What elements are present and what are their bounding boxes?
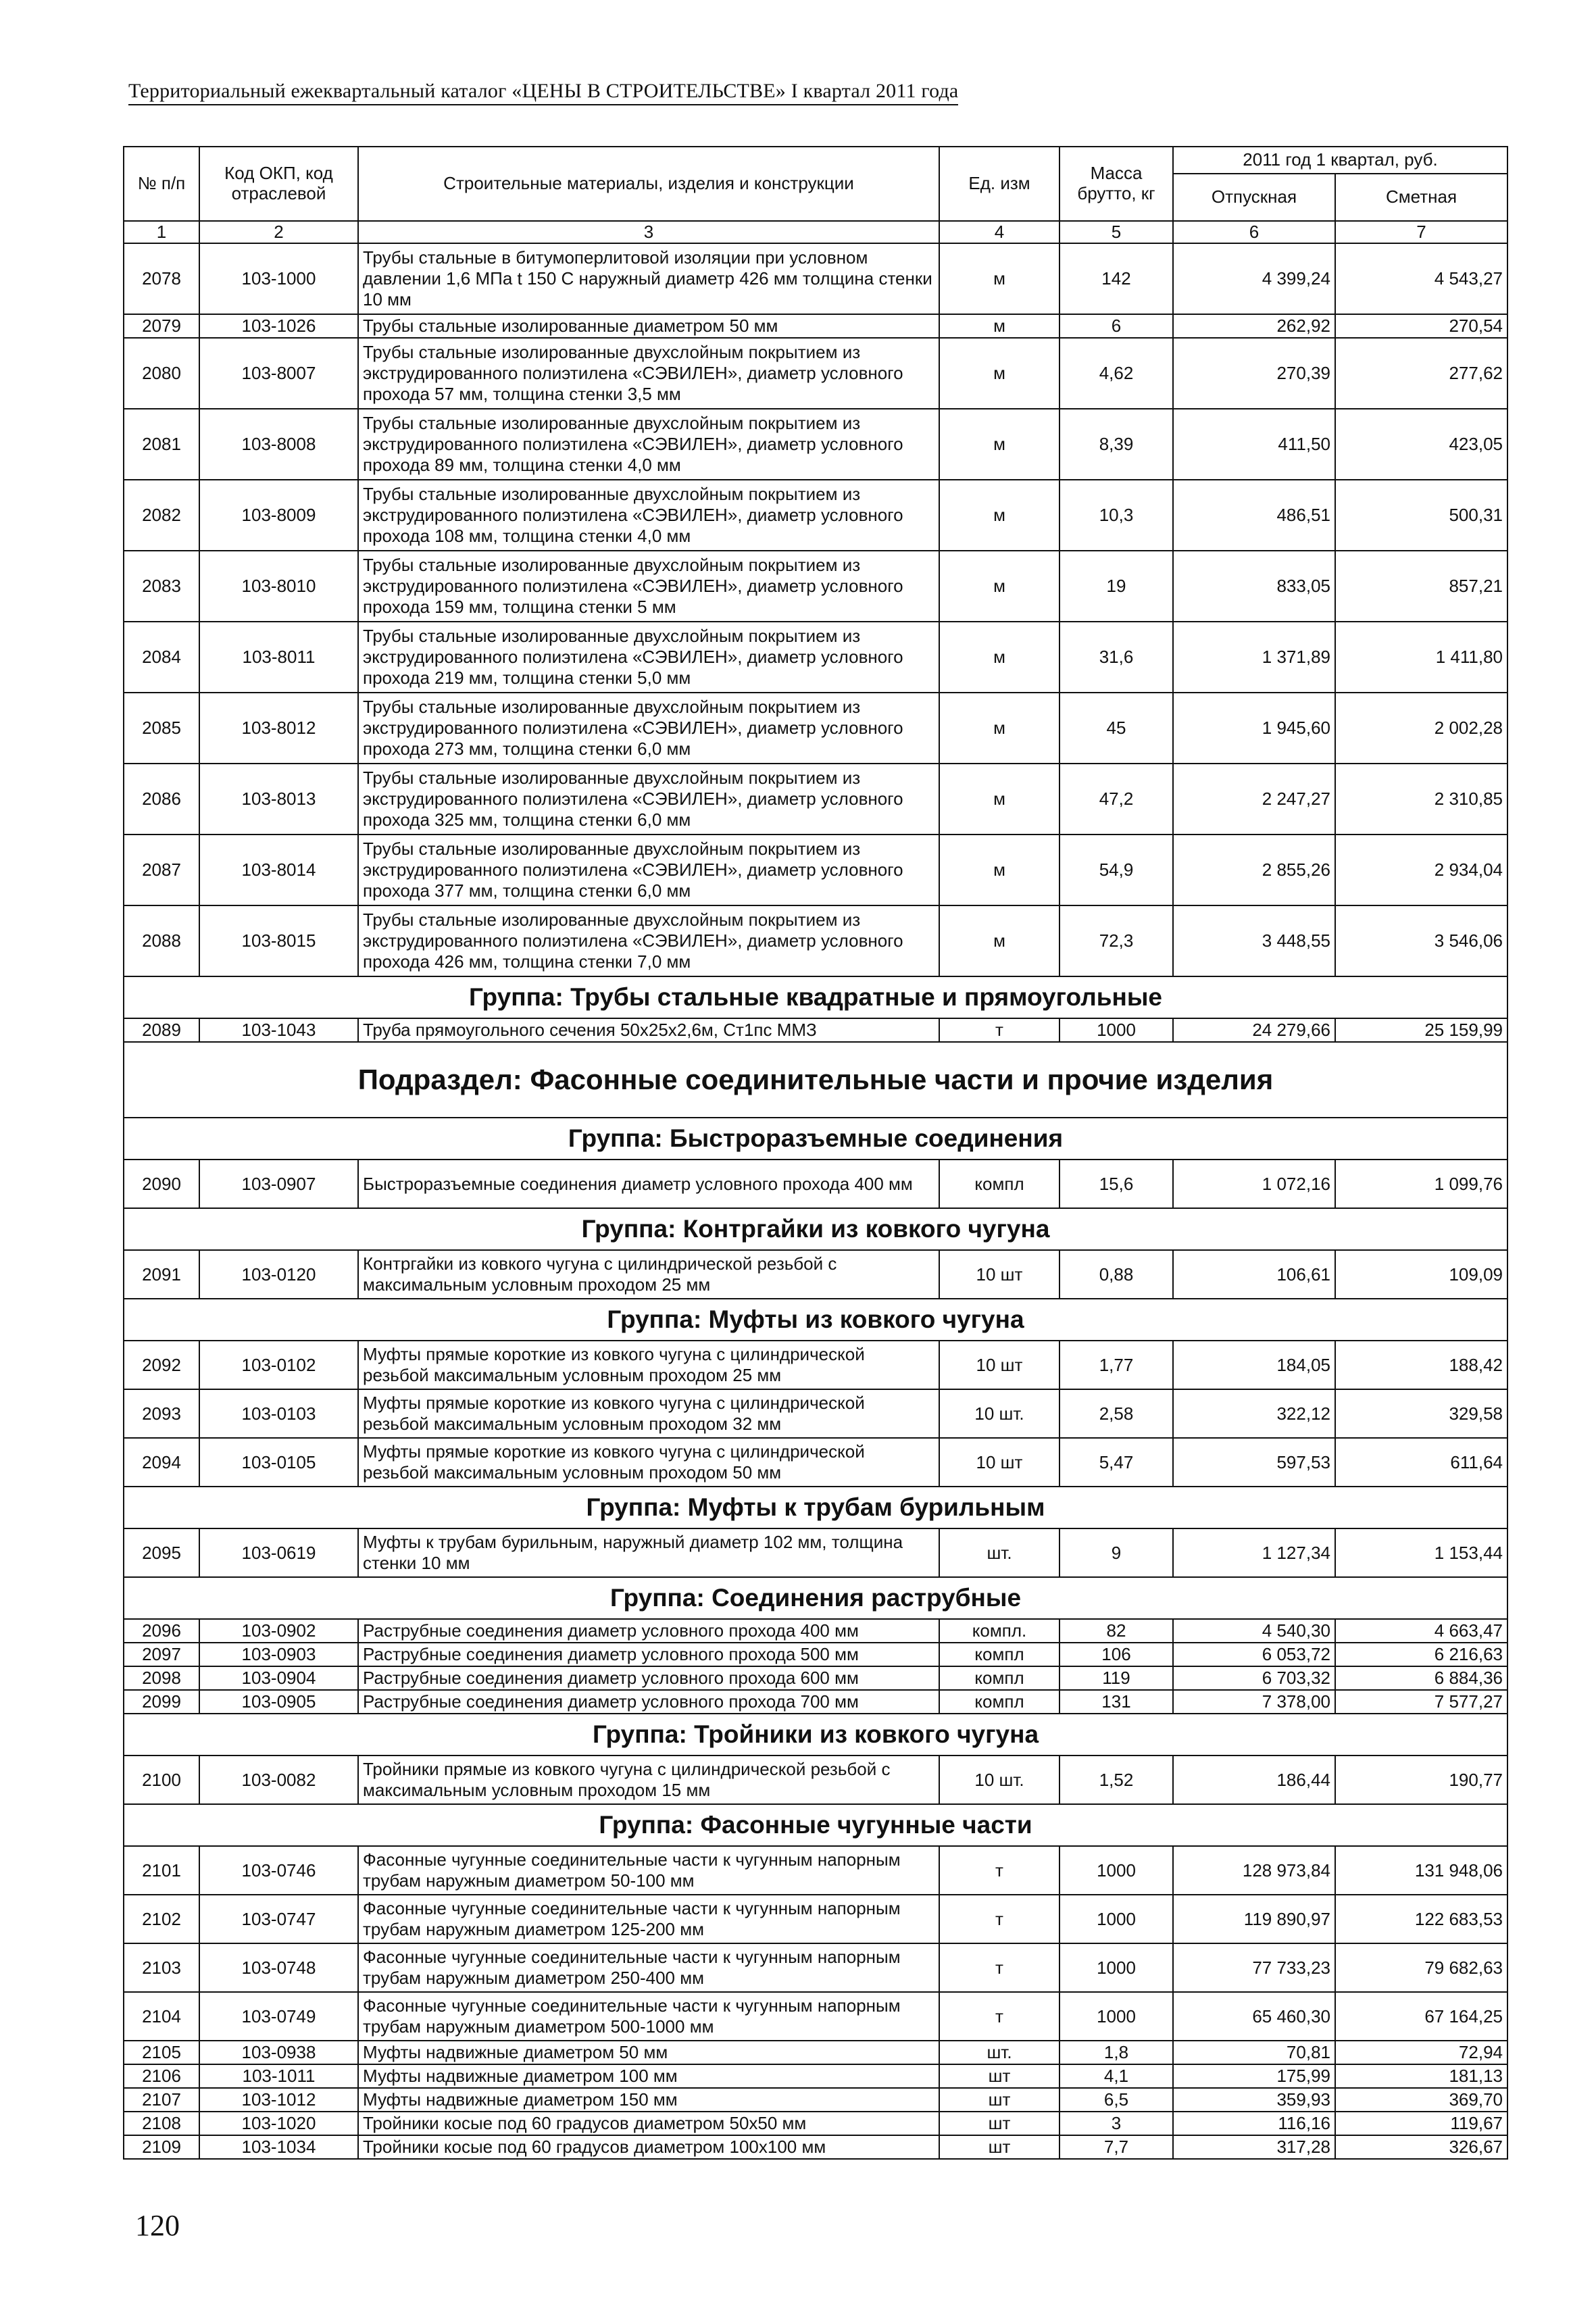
row-num: 2107 (124, 2088, 199, 2112)
row-num: 2084 (124, 622, 199, 693)
row-estimate-price: 857,21 (1335, 551, 1507, 622)
row-release-price: 1 127,34 (1173, 1528, 1335, 1577)
row-mass: 19 (1059, 551, 1173, 622)
row-code: 103-0103 (199, 1389, 358, 1438)
row-release-price: 3 448,55 (1173, 905, 1335, 976)
row-num: 2092 (124, 1341, 199, 1389)
table-row (124, 1160, 1507, 1208)
table-row (124, 338, 1507, 409)
group-heading: Группа: Тройники из ковкого чугуна (124, 1714, 1507, 1756)
row-num: 2094 (124, 1438, 199, 1487)
row-name: Тройники прямые из ковкого чугуна с цилиндрической резьбой с максимальным условным проходом 15 мм (358, 1756, 939, 1804)
row-mass: 1000 (1059, 1846, 1173, 1895)
row-release-price: 7 378,00 (1173, 1690, 1335, 1714)
row-code: 103-8009 (199, 480, 358, 551)
row-mass: 15,6 (1059, 1160, 1173, 1208)
row-estimate-price: 423,05 (1335, 409, 1507, 480)
row-unit: м (939, 764, 1059, 835)
table-row (124, 1992, 1507, 2041)
col-header-num: № п/п (124, 147, 199, 221)
row-estimate-price: 4 543,27 (1335, 243, 1507, 314)
row-unit: 10 шт (939, 1250, 1059, 1299)
row-unit: м (939, 551, 1059, 622)
row-num: 2085 (124, 693, 199, 764)
row-release-price: 1 945,60 (1173, 693, 1335, 764)
group-heading-row (124, 1714, 1507, 1756)
row-release-price: 4 540,30 (1173, 1619, 1335, 1643)
table-row (124, 243, 1507, 314)
table-row (124, 1756, 1507, 1804)
row-release-price: 186,44 (1173, 1756, 1335, 1804)
row-estimate-price: 277,62 (1335, 338, 1507, 409)
row-mass: 47,2 (1059, 764, 1173, 835)
row-code: 103-1026 (199, 314, 358, 338)
row-unit: 10 шт. (939, 1756, 1059, 1804)
row-mass: 45 (1059, 693, 1173, 764)
row-num: 2105 (124, 2041, 199, 2064)
row-unit: м (939, 243, 1059, 314)
table-row (124, 835, 1507, 905)
row-code: 103-1034 (199, 2135, 358, 2159)
row-release-price: 4 399,24 (1173, 243, 1335, 314)
row-release-price: 70,81 (1173, 2041, 1335, 2064)
row-code: 103-8012 (199, 693, 358, 764)
row-release-price: 116,16 (1173, 2112, 1335, 2135)
row-release-price: 359,93 (1173, 2088, 1335, 2112)
row-unit: шт (939, 2088, 1059, 2112)
row-mass: 142 (1059, 243, 1173, 314)
row-estimate-price: 122 683,53 (1335, 1895, 1507, 1943)
table-row (124, 1666, 1507, 1690)
table-row (124, 1438, 1507, 1487)
row-code: 103-1043 (199, 1018, 358, 1042)
row-unit: шт (939, 2135, 1059, 2159)
row-num: 2081 (124, 409, 199, 480)
row-estimate-price: 131 948,06 (1335, 1846, 1507, 1895)
row-name: Муфты прямые короткие из ковкого чугуна с цилиндрической резьбой максимальным условным проходом 50 мм (358, 1438, 939, 1487)
row-num: 2093 (124, 1389, 199, 1438)
row-num: 2089 (124, 1018, 199, 1042)
row-name: Трубы стальные изолированные двухслойным покрытием из экструдированного полиэтилена «СЭВИЛЕН», диаметр условного прохода 159 мм, толщина стенки 5 мм (358, 551, 939, 622)
page-number: 120 (135, 2209, 180, 2242)
table-body (124, 243, 1507, 2159)
row-estimate-price: 188,42 (1335, 1341, 1507, 1389)
row-unit: м (939, 480, 1059, 551)
row-unit: т (939, 1846, 1059, 1895)
col-header-period: 2011 год 1 квартал, руб. (1173, 147, 1507, 174)
row-unit: шт (939, 2112, 1059, 2135)
price-table (123, 146, 1508, 2160)
table-row (124, 2041, 1507, 2064)
row-unit: шт (939, 2064, 1059, 2088)
row-mass: 6 (1059, 314, 1173, 338)
subsection-heading: Подраздел: Фасонные соединительные части и прочие изделия (124, 1042, 1507, 1118)
row-num: 2080 (124, 338, 199, 409)
row-release-price: 262,92 (1173, 314, 1335, 338)
row-release-price: 24 279,66 (1173, 1018, 1335, 1042)
table-row (124, 1943, 1507, 1992)
row-code: 103-1020 (199, 2112, 358, 2135)
row-code: 103-8014 (199, 835, 358, 905)
col-header-mass: Масса брутто, кг (1059, 147, 1173, 221)
table-row (124, 622, 1507, 693)
row-num: 2086 (124, 764, 199, 835)
row-name: Муфты прямые короткие из ковкого чугуна с цилиндрической резьбой максимальным условным проходом 25 мм (358, 1341, 939, 1389)
table-row (124, 480, 1507, 551)
row-mass: 10,3 (1059, 480, 1173, 551)
row-name: Тройники косые под 60 градусов диаметром 100х100 мм (358, 2135, 939, 2159)
row-unit: м (939, 835, 1059, 905)
col-number: 3 (358, 221, 939, 243)
row-num: 2103 (124, 1943, 199, 1992)
row-name: Муфты к трубам бурильным, наружный диаметр 102 мм, толщина стенки 10 мм (358, 1528, 939, 1577)
row-mass: 8,39 (1059, 409, 1173, 480)
row-unit: 10 шт. (939, 1389, 1059, 1438)
group-heading: Группа: Контргайки из ковкого чугуна (124, 1208, 1507, 1250)
table-row (124, 2112, 1507, 2135)
table-row (124, 905, 1507, 976)
row-unit: компл. (939, 1619, 1059, 1643)
col-number: 6 (1173, 221, 1335, 243)
row-mass: 119 (1059, 1666, 1173, 1690)
row-release-price: 322,12 (1173, 1389, 1335, 1438)
table-row (124, 1250, 1507, 1299)
group-heading: Группа: Быстроразъемные соединения (124, 1118, 1507, 1160)
row-release-price: 65 460,30 (1173, 1992, 1335, 2041)
row-name: Тройники косые под 60 градусов диаметром 50х50 мм (358, 2112, 939, 2135)
row-release-price: 175,99 (1173, 2064, 1335, 2088)
col-number: 1 (124, 221, 199, 243)
row-estimate-price: 326,67 (1335, 2135, 1507, 2159)
row-code: 103-0907 (199, 1160, 358, 1208)
row-estimate-price: 1 099,76 (1335, 1160, 1507, 1208)
row-mass: 0,88 (1059, 1250, 1173, 1299)
row-mass: 31,6 (1059, 622, 1173, 693)
row-name: Трубы стальные изолированные двухслойным покрытием из экструдированного полиэтилена «СЭВИЛЕН», диаметр условного прохода 108 мм, толщина стенки 4,0 мм (358, 480, 939, 551)
row-name: Фасонные чугунные соединительные части к чугунным напорным трубам наружным диаметром 500-1000 мм (358, 1992, 939, 2041)
row-release-price: 77 733,23 (1173, 1943, 1335, 1992)
row-unit: шт. (939, 1528, 1059, 1577)
row-code: 103-0102 (199, 1341, 358, 1389)
group-heading-row (124, 1299, 1507, 1341)
row-name: Трубы стальные изолированные двухслойным покрытием из экструдированного полиэтилена «СЭВИЛЕН», диаметр условного прохода 57 мм, толщина стенки 3,5 мм (358, 338, 939, 409)
row-name: Трубы стальные изолированные двухслойным покрытием из экструдированного полиэтилена «СЭВИЛЕН», диаметр условного прохода 219 мм, толщина стенки 5,0 мм (358, 622, 939, 693)
row-unit: м (939, 409, 1059, 480)
row-mass: 6,5 (1059, 2088, 1173, 2112)
row-estimate-price: 2 002,28 (1335, 693, 1507, 764)
row-code: 103-0746 (199, 1846, 358, 1895)
row-release-price: 6 053,72 (1173, 1643, 1335, 1666)
row-name: Муфты надвижные диаметром 150 мм (358, 2088, 939, 2112)
group-heading: Группа: Муфты из ковкого чугуна (124, 1299, 1507, 1341)
col-number: 4 (939, 221, 1059, 243)
row-estimate-price: 1 153,44 (1335, 1528, 1507, 1577)
row-name: Трубы стальные изолированные двухслойным покрытием из экструдированного полиэтилена «СЭВИЛЕН», диаметр условного прохода 377 мм, толщина стенки 6,0 мм (358, 835, 939, 905)
row-num: 2109 (124, 2135, 199, 2159)
row-unit: компл (939, 1643, 1059, 1666)
row-code: 103-0902 (199, 1619, 358, 1643)
row-num: 2095 (124, 1528, 199, 1577)
row-name: Трубы стальные изолированные двухслойным покрытием из экструдированного полиэтилена «СЭВИЛЕН», диаметр условного прохода 89 мм, толщина стенки 4,0 мм (358, 409, 939, 480)
table-row (124, 693, 1507, 764)
col-number: 2 (199, 221, 358, 243)
row-num: 2088 (124, 905, 199, 976)
row-release-price: 128 973,84 (1173, 1846, 1335, 1895)
col-header-release-price: Отпускная (1173, 174, 1335, 221)
col-header-code: Код ОКП, код отраслевой (199, 147, 358, 221)
table-row (124, 1018, 1507, 1042)
row-unit: м (939, 314, 1059, 338)
row-release-price: 184,05 (1173, 1341, 1335, 1389)
row-mass: 4,1 (1059, 2064, 1173, 2088)
row-unit: м (939, 622, 1059, 693)
row-num: 2082 (124, 480, 199, 551)
row-estimate-price: 1 411,80 (1335, 622, 1507, 693)
row-code: 103-1012 (199, 2088, 358, 2112)
row-estimate-price: 25 159,99 (1335, 1018, 1507, 1042)
row-num: 2079 (124, 314, 199, 338)
row-estimate-price: 7 577,27 (1335, 1690, 1507, 1714)
row-estimate-price: 369,70 (1335, 2088, 1507, 2112)
row-name: Фасонные чугунные соединительные части к чугунным напорным трубам наружным диаметром 125-200 мм (358, 1895, 939, 1943)
row-name: Фасонные чугунные соединительные части к чугунным напорным трубам наружным диаметром 50-100 мм (358, 1846, 939, 1895)
row-unit: т (939, 1895, 1059, 1943)
row-num: 2108 (124, 2112, 199, 2135)
table-row (124, 2064, 1507, 2088)
row-mass: 1,8 (1059, 2041, 1173, 2064)
row-code: 103-0938 (199, 2041, 358, 2064)
row-mass: 1,77 (1059, 1341, 1173, 1389)
row-estimate-price: 72,94 (1335, 2041, 1507, 2064)
row-estimate-price: 611,64 (1335, 1438, 1507, 1487)
group-heading-row (124, 1804, 1507, 1846)
row-num: 2091 (124, 1250, 199, 1299)
row-code: 103-0082 (199, 1756, 358, 1804)
row-num: 2083 (124, 551, 199, 622)
table-row (124, 1895, 1507, 1943)
group-heading: Группа: Трубы стальные квадратные и прямоугольные (124, 976, 1507, 1018)
row-release-price: 2 855,26 (1173, 835, 1335, 905)
row-num: 2098 (124, 1666, 199, 1690)
group-heading: Группа: Соединения раструбные (124, 1577, 1507, 1619)
row-code: 103-0903 (199, 1643, 358, 1666)
table-row (124, 1528, 1507, 1577)
row-estimate-price: 3 546,06 (1335, 905, 1507, 976)
row-name: Труба прямоугольного сечения 50х25х2,6м, Ст1пс ММЗ (358, 1018, 939, 1042)
row-name: Трубы стальные в битумоперлитовой изоляции при условном давлении 1,6 МПа t 150 С наружный диаметр 426 мм толщина стенки 10 мм (358, 243, 939, 314)
row-name: Трубы стальные изолированные диаметром 50 мм (358, 314, 939, 338)
table-row (124, 764, 1507, 835)
row-unit: т (939, 1018, 1059, 1042)
row-name: Быстроразъемные соединения диаметр условного прохода 400 мм (358, 1160, 939, 1208)
row-mass: 2,58 (1059, 1389, 1173, 1438)
row-release-price: 597,53 (1173, 1438, 1335, 1487)
col-header-unit: Ед. изм (939, 147, 1059, 221)
row-num: 2078 (124, 243, 199, 314)
column-numbers-row (124, 221, 1507, 243)
row-name: Раструбные соединения диаметр условного прохода 700 мм (358, 1690, 939, 1714)
row-num: 2102 (124, 1895, 199, 1943)
row-name: Контргайки из ковкого чугуна с цилиндрической резьбой с максимальным условным проходом 25 мм (358, 1250, 939, 1299)
row-estimate-price: 329,58 (1335, 1389, 1507, 1438)
group-heading-row (124, 976, 1507, 1018)
row-code: 103-0619 (199, 1528, 358, 1577)
row-num: 2097 (124, 1643, 199, 1666)
row-release-price: 411,50 (1173, 409, 1335, 480)
col-number: 7 (1335, 221, 1507, 243)
table-row (124, 1690, 1507, 1714)
row-release-price: 6 703,32 (1173, 1666, 1335, 1690)
row-num: 2099 (124, 1690, 199, 1714)
row-name: Раструбные соединения диаметр условного прохода 400 мм (358, 1619, 939, 1643)
row-release-price: 2 247,27 (1173, 764, 1335, 835)
row-mass: 131 (1059, 1690, 1173, 1714)
row-estimate-price: 109,09 (1335, 1250, 1507, 1299)
catalog-header: Территориальный ежеквартальный каталог «ЦЕНЫ В СТРОИТЕЛЬСТВЕ» I квартал 2011 года (128, 80, 959, 102)
row-estimate-price: 119,67 (1335, 2112, 1507, 2135)
row-mass: 1,52 (1059, 1756, 1173, 1804)
table-row (124, 1389, 1507, 1438)
row-unit: 10 шт (939, 1341, 1059, 1389)
table-row (124, 314, 1507, 338)
table-row (124, 1619, 1507, 1643)
row-num: 2101 (124, 1846, 199, 1895)
row-name: Муфты надвижные диаметром 50 мм (358, 2041, 939, 2064)
row-name: Муфты прямые короткие из ковкого чугуна с цилиндрической резьбой максимальным условным проходом 32 мм (358, 1389, 939, 1438)
group-heading: Группа: Фасонные чугунные части (124, 1804, 1507, 1846)
row-mass: 54,9 (1059, 835, 1173, 905)
table-row (124, 1643, 1507, 1666)
group-heading: Группа: Муфты к трубам бурильным (124, 1487, 1507, 1528)
col-number: 5 (1059, 221, 1173, 243)
row-unit: компл (939, 1160, 1059, 1208)
row-estimate-price: 4 663,47 (1335, 1619, 1507, 1643)
row-name: Фасонные чугунные соединительные части к чугунным напорным трубам наружным диаметром 250-400 мм (358, 1943, 939, 1992)
row-estimate-price: 79 682,63 (1335, 1943, 1507, 1992)
row-mass: 106 (1059, 1643, 1173, 1666)
group-heading-row (124, 1577, 1507, 1619)
row-code: 103-1011 (199, 2064, 358, 2088)
row-code: 103-0120 (199, 1250, 358, 1299)
row-release-price: 1 371,89 (1173, 622, 1335, 693)
row-code: 103-8013 (199, 764, 358, 835)
row-code: 103-0105 (199, 1438, 358, 1487)
row-name: Муфты надвижные диаметром 100 мм (358, 2064, 939, 2088)
row-mass: 1000 (1059, 1895, 1173, 1943)
table-row (124, 409, 1507, 480)
row-code: 103-8015 (199, 905, 358, 976)
table-row (124, 1341, 1507, 1389)
table-row (124, 2088, 1507, 2112)
row-mass: 9 (1059, 1528, 1173, 1577)
row-unit: т (939, 1992, 1059, 2041)
row-estimate-price: 2 310,85 (1335, 764, 1507, 835)
row-num: 2087 (124, 835, 199, 905)
row-estimate-price: 270,54 (1335, 314, 1507, 338)
row-estimate-price: 190,77 (1335, 1756, 1507, 1804)
row-mass: 7,7 (1059, 2135, 1173, 2159)
table-row (124, 1846, 1507, 1895)
row-unit: шт. (939, 2041, 1059, 2064)
row-code: 103-8010 (199, 551, 358, 622)
row-mass: 4,62 (1059, 338, 1173, 409)
row-code: 103-0749 (199, 1992, 358, 2041)
row-code: 103-1000 (199, 243, 358, 314)
row-release-price: 1 072,16 (1173, 1160, 1335, 1208)
col-header-estimate-price: Сметная (1335, 174, 1507, 221)
row-name: Раструбные соединения диаметр условного прохода 600 мм (358, 1666, 939, 1690)
row-unit: 10 шт (939, 1438, 1059, 1487)
row-estimate-price: 181,13 (1335, 2064, 1507, 2088)
row-unit: м (939, 905, 1059, 976)
row-name: Трубы стальные изолированные двухслойным покрытием из экструдированного полиэтилена «СЭВИЛЕН», диаметр условного прохода 273 мм, толщина стенки 6,0 мм (358, 693, 939, 764)
row-num: 2090 (124, 1160, 199, 1208)
row-name: Трубы стальные изолированные двухслойным покрытием из экструдированного полиэтилена «СЭВИЛЕН», диаметр условного прохода 426 мм, толщина стенки 7,0 мм (358, 905, 939, 976)
row-code: 103-0747 (199, 1895, 358, 1943)
row-mass: 1000 (1059, 1018, 1173, 1042)
row-mass: 82 (1059, 1619, 1173, 1643)
row-estimate-price: 6 216,63 (1335, 1643, 1507, 1666)
subsection-heading-row (124, 1042, 1507, 1118)
row-release-price: 119 890,97 (1173, 1895, 1335, 1943)
row-estimate-price: 500,31 (1335, 480, 1507, 551)
row-mass: 72,3 (1059, 905, 1173, 976)
table-row (124, 551, 1507, 622)
row-release-price: 270,39 (1173, 338, 1335, 409)
group-heading-row (124, 1487, 1507, 1528)
table-row (124, 2135, 1507, 2159)
row-release-price: 106,61 (1173, 1250, 1335, 1299)
row-unit: компл (939, 1666, 1059, 1690)
row-name: Раструбные соединения диаметр условного прохода 500 мм (358, 1643, 939, 1666)
row-estimate-price: 6 884,36 (1335, 1666, 1507, 1690)
col-header-name: Строительные материалы, изделия и конструкции (358, 147, 939, 221)
row-code: 103-8011 (199, 622, 358, 693)
row-num: 2100 (124, 1756, 199, 1804)
row-mass: 1000 (1059, 1943, 1173, 1992)
row-code: 103-8008 (199, 409, 358, 480)
row-unit: м (939, 693, 1059, 764)
row-mass: 1000 (1059, 1992, 1173, 2041)
row-name: Трубы стальные изолированные двухслойным покрытием из экструдированного полиэтилена «СЭВИЛЕН», диаметр условного прохода 325 мм, толщина стенки 6,0 мм (358, 764, 939, 835)
row-num: 2106 (124, 2064, 199, 2088)
row-unit: м (939, 338, 1059, 409)
row-code: 103-0904 (199, 1666, 358, 1690)
group-heading-row (124, 1208, 1507, 1250)
row-num: 2104 (124, 1992, 199, 2041)
row-code: 103-8007 (199, 338, 358, 409)
row-code: 103-0748 (199, 1943, 358, 1992)
group-heading-row (124, 1118, 1507, 1160)
row-release-price: 833,05 (1173, 551, 1335, 622)
row-mass: 5,47 (1059, 1438, 1173, 1487)
row-num: 2096 (124, 1619, 199, 1643)
row-release-price: 486,51 (1173, 480, 1335, 551)
row-release-price: 317,28 (1173, 2135, 1335, 2159)
row-unit: компл (939, 1690, 1059, 1714)
row-unit: т (939, 1943, 1059, 1992)
row-estimate-price: 67 164,25 (1335, 1992, 1507, 2041)
row-estimate-price: 2 934,04 (1335, 835, 1507, 905)
row-mass: 3 (1059, 2112, 1173, 2135)
row-code: 103-0905 (199, 1690, 358, 1714)
